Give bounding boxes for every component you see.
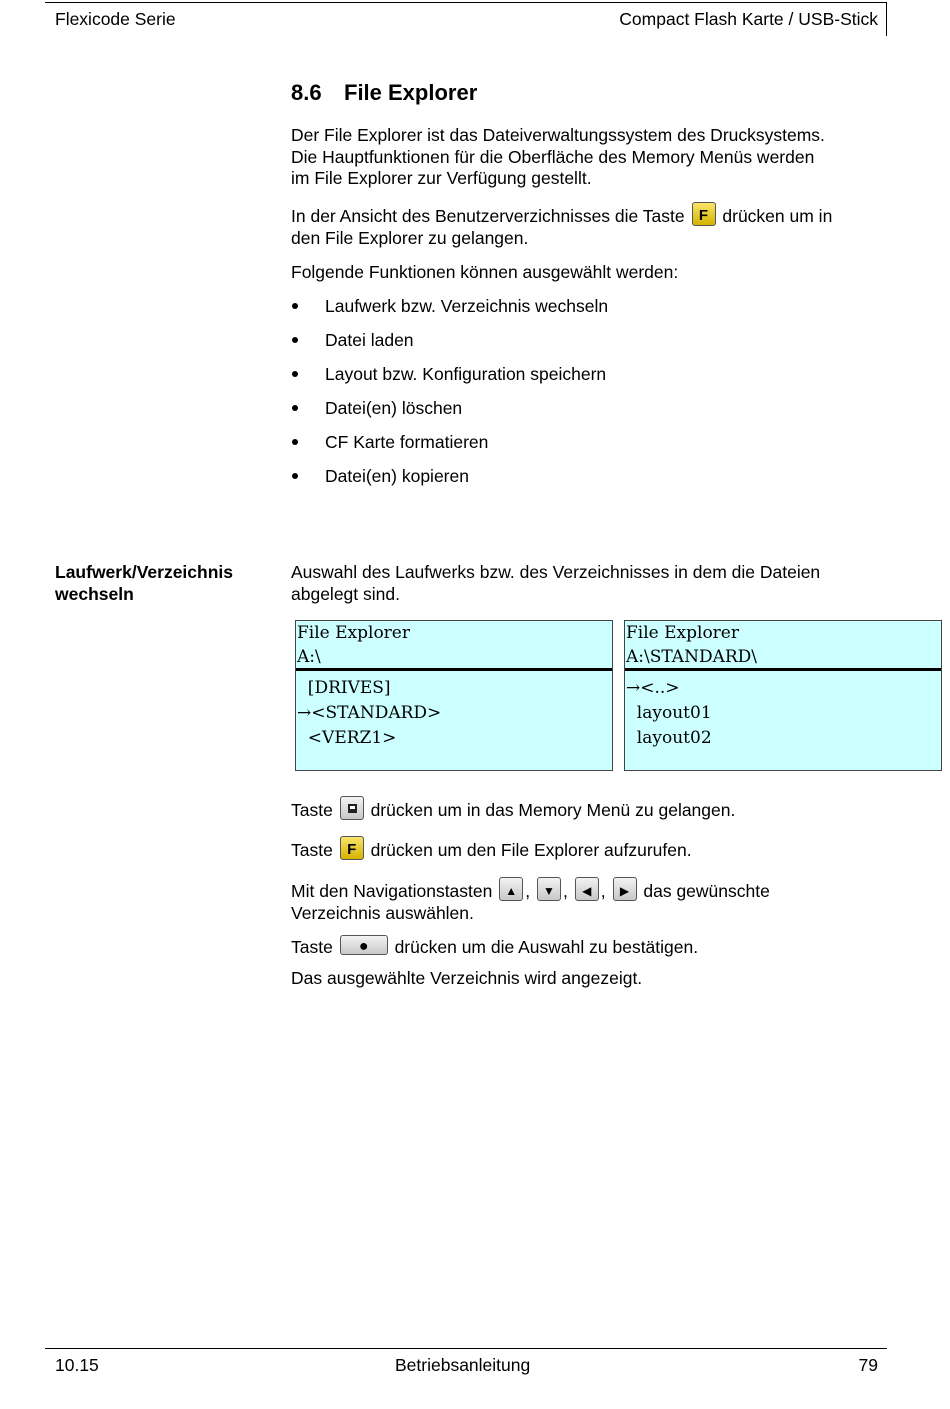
- subsection-description: Auswahl des Laufwerks bzw. des Verzeichnisses in dem die Dateien abgelegt sind.: [291, 562, 821, 604]
- intro-line: Die Hauptfunktionen für die Oberfläche des Memory Menüs werden: [291, 146, 815, 167]
- display-screen-standard: [624, 620, 942, 771]
- screen-row: layout01: [626, 703, 712, 723]
- step-file-explorer: Taste F drücken um den File Explorer aufzurufen.: [291, 836, 891, 862]
- list-item: Datei laden: [291, 329, 608, 363]
- functions-list: [291, 295, 608, 499]
- f-key-icon: F: [340, 836, 364, 860]
- footer-version: 10.15: [55, 1355, 99, 1375]
- f-key-icon: F: [692, 202, 716, 226]
- screen-path: A:\: [297, 647, 321, 667]
- step-result: Das ausgewählte Verzeichnis wird angezeigt.: [291, 968, 643, 988]
- screen-row-selected: →<..>: [626, 678, 680, 698]
- section-title-text: File Explorer: [344, 80, 478, 105]
- screen-path: A:\STANDARD\: [626, 647, 758, 667]
- screen-row: [DRIVES]: [297, 678, 391, 698]
- footer-page-number: 79: [858, 1355, 878, 1375]
- footer-doc-title: Betriebsanleitung: [395, 1355, 531, 1375]
- section-number: 8.6: [291, 80, 322, 105]
- section-title: [291, 80, 477, 106]
- screen-title: File Explorer: [626, 623, 739, 643]
- footer-rule: [45, 1348, 887, 1349]
- header-rule: [45, 2, 887, 3]
- functions-intro: Folgende Funktionen können ausgewählt werden:: [291, 262, 679, 282]
- bullet-icon: [292, 337, 298, 343]
- list-item: Layout bzw. Konfiguration speichern: [291, 363, 608, 397]
- step-confirm: Taste ● drücken um die Auswahl zu bestätigen.: [291, 937, 699, 957]
- step-memory-menu: Taste drücken um in das Memory Menü zu gelangen.: [291, 796, 891, 822]
- subsection-heading: Laufwerk/Verzeichnis wechseln: [55, 562, 233, 604]
- list-item: Datei(en) kopieren: [291, 465, 608, 499]
- up-arrow-key-icon: ▲: [499, 877, 523, 901]
- bullet-icon: [292, 439, 298, 445]
- right-arrow-key-icon: ▶: [613, 877, 637, 901]
- list-item: Laufwerk bzw. Verzeichnis wechseln: [291, 295, 608, 329]
- screen-title: File Explorer: [297, 623, 410, 643]
- intro-paragraph: [291, 125, 891, 190]
- header-chapter: Compact Flash Karte / USB-Stick: [619, 9, 878, 29]
- access-text: In der Ansicht des Benutzerverzichnisses die Taste: [291, 206, 685, 226]
- list-item: Datei(en) löschen: [291, 397, 608, 431]
- screen-divider: [296, 668, 612, 671]
- access-text: drücken um in: [722, 206, 833, 226]
- intro-line: im File Explorer zur Verfügung gestellt.: [291, 168, 592, 188]
- screen-divider: [625, 668, 941, 671]
- bullet-icon: [292, 303, 298, 309]
- header-doc-series: Flexicode Serie: [55, 9, 176, 29]
- list-item: CF Karte formatieren: [291, 431, 608, 465]
- screen-row: <VERZ1>: [297, 728, 397, 748]
- step-navigation: Mit den Navigationstasten ▲ , ▼ , ◀ , ▶ das gewünschte Verzeichnis auswählen.: [291, 877, 891, 924]
- screen-row-selected: →<STANDARD>: [297, 703, 442, 723]
- access-paragraph: [291, 202, 891, 249]
- memory-key-icon: [340, 796, 364, 820]
- bullet-icon: [292, 473, 298, 479]
- screen-row: layout02: [626, 728, 712, 748]
- access-text: den File Explorer zu gelangen.: [291, 227, 529, 248]
- intro-line: Der File Explorer ist das Dateiverwaltungssystem des Drucksystems.: [291, 125, 825, 145]
- left-arrow-key-icon: ◀: [575, 877, 599, 901]
- display-screen-root: [295, 620, 613, 771]
- bullet-icon: [292, 405, 298, 411]
- down-arrow-key-icon: ▼: [537, 877, 561, 901]
- enter-key-icon: ●: [340, 935, 388, 955]
- bullet-icon: [292, 371, 298, 377]
- header-corner-rule: [886, 2, 887, 36]
